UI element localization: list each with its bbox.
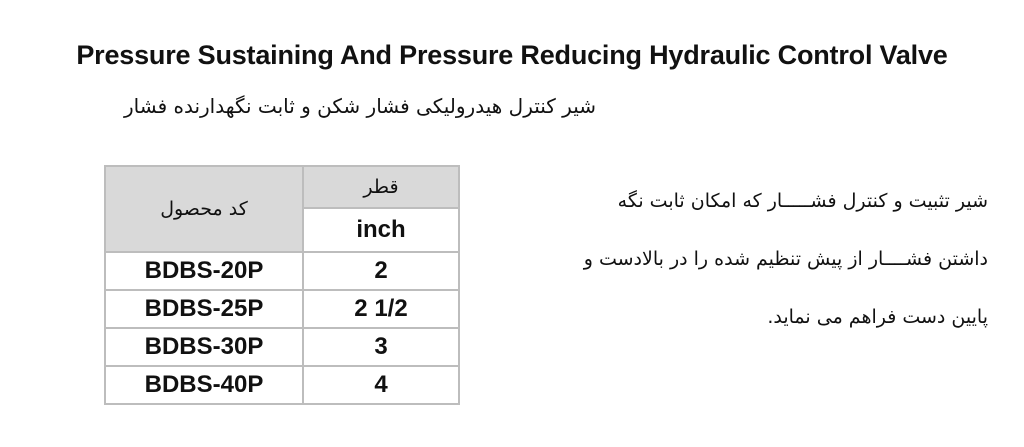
description-line: داشتن فشــــار از پیش تنظیم شده را در بالادست و	[583, 248, 988, 270]
table-header-row	[105, 166, 459, 208]
table-row	[105, 252, 459, 290]
header-unit: inch	[303, 208, 459, 252]
product-code-cell: BDBS-30P	[105, 328, 303, 366]
page-title: Pressure Sustaining And Pressure Reducing Hydraulic Control Valve	[76, 40, 948, 70]
diameter-cell: 2 1/2	[303, 290, 459, 328]
header-diameter: قطر	[303, 166, 459, 208]
description-line: شیر تثبیت و کنترل فشـــــار که امکان ثابت نگه	[617, 190, 988, 212]
product-table	[104, 165, 460, 405]
diameter-cell: 3	[303, 328, 459, 366]
product-description	[488, 172, 988, 346]
table-row	[105, 328, 459, 366]
diameter-cell: 4	[303, 366, 459, 404]
diameter-cell: 2	[303, 252, 459, 290]
description-line: پایین دست فراهم می نماید.	[767, 306, 988, 328]
table-row	[105, 290, 459, 328]
page-subtitle-persian: شیر کنترل هیدرولیکی فشار شکن و ثابت نگهدارنده فشار	[123, 94, 596, 118]
product-code-cell: BDBS-20P	[105, 252, 303, 290]
product-code-cell: BDBS-40P	[105, 366, 303, 404]
table-row	[105, 366, 459, 404]
header-product-code: کد محصول	[105, 166, 303, 252]
product-code-cell: BDBS-25P	[105, 290, 303, 328]
